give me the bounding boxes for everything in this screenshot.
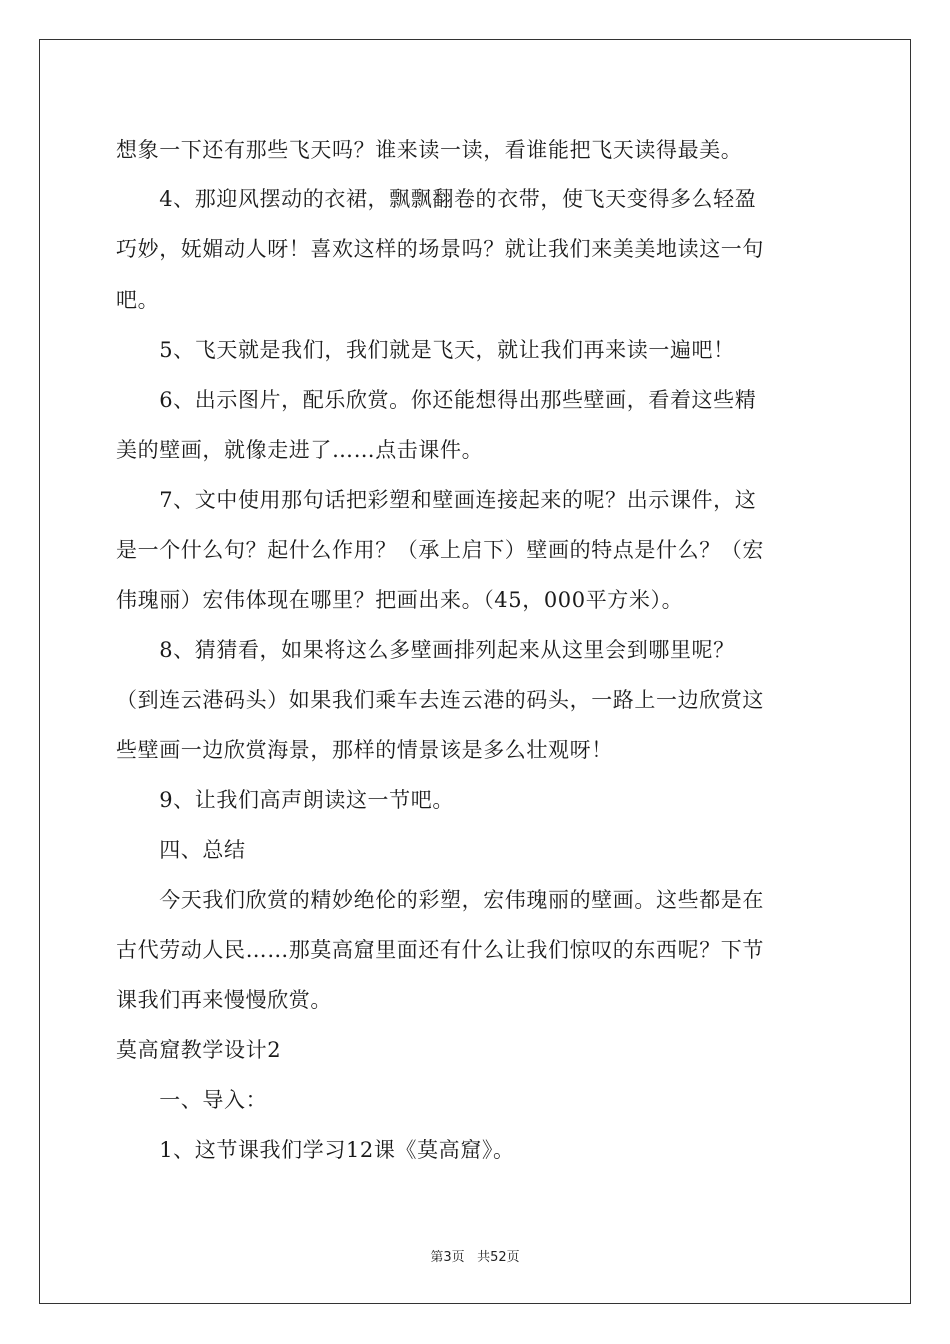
section-heading: 四、总结 (116, 838, 246, 862)
text-line: 想象一下还有那些飞天吗？谁来读一读，看谁能把飞天读得最美。 (116, 138, 743, 162)
text-line: 4、那迎风摆动的衣裙，飘飘翻卷的衣带，使飞天变得多么轻盈 (116, 187, 757, 211)
text-line: （到连云港码头）如果我们乘车去连云港的码头，一路上一边欣赏这 (116, 688, 764, 712)
text-line: 美的壁画，就像走进了……点击课件。 (116, 438, 484, 462)
text-line: 巧妙，妩媚动人呀！喜欢这样的场景吗？就让我们来美美地读这一句 (116, 237, 764, 261)
text-line: 5、飞天就是我们，我们就是飞天，就让我们再来读一遍吧！ (116, 338, 735, 362)
page-border (39, 39, 911, 1304)
page-footer (0, 1246, 950, 1265)
section-heading: 一、导入： (116, 1088, 268, 1112)
text-line: 些壁画一边欣赏海景，那样的情景该是多么壮观呀！ (116, 738, 613, 762)
document-subtitle: 莫高窟教学设计2 (116, 1038, 282, 1062)
text-line: 9、让我们高声朗读这一节吧。 (116, 788, 454, 812)
text-line: 古代劳动人民……那莫高窟里面还有什么让我们惊叹的东西呢？下节 (116, 938, 764, 962)
text-line: 6、出示图片，配乐欣赏。你还能想得出那些壁画，看着这些精 (116, 388, 757, 412)
text-line: 课我们再来慢慢欣赏。 (116, 988, 332, 1012)
text-line: 是一个什么句？起什么作用？（承上启下）壁画的特点是什么？（宏 (116, 538, 764, 562)
text-line: 7、文中使用那句话把彩塑和壁画连接起来的呢？出示课件，这 (116, 488, 757, 512)
text-line: 1、这节课我们学习12课《莫高窟》。 (116, 1138, 515, 1162)
text-line: 吧。 (116, 288, 160, 312)
page-number: 第3页 (430, 1250, 465, 1265)
text-line: 8、猜猜看，如果将这么多壁画排列起来从这里会到哪里呢？ (116, 638, 735, 662)
text-line: 伟瑰丽）宏伟体现在哪里？把画出来。（45，000平方米）。 (116, 588, 684, 612)
total-pages: 共52页 (477, 1250, 520, 1265)
text-line: 今天我们欣赏的精妙绝伦的彩塑，宏伟瑰丽的壁画。这些都是在 (116, 888, 764, 912)
